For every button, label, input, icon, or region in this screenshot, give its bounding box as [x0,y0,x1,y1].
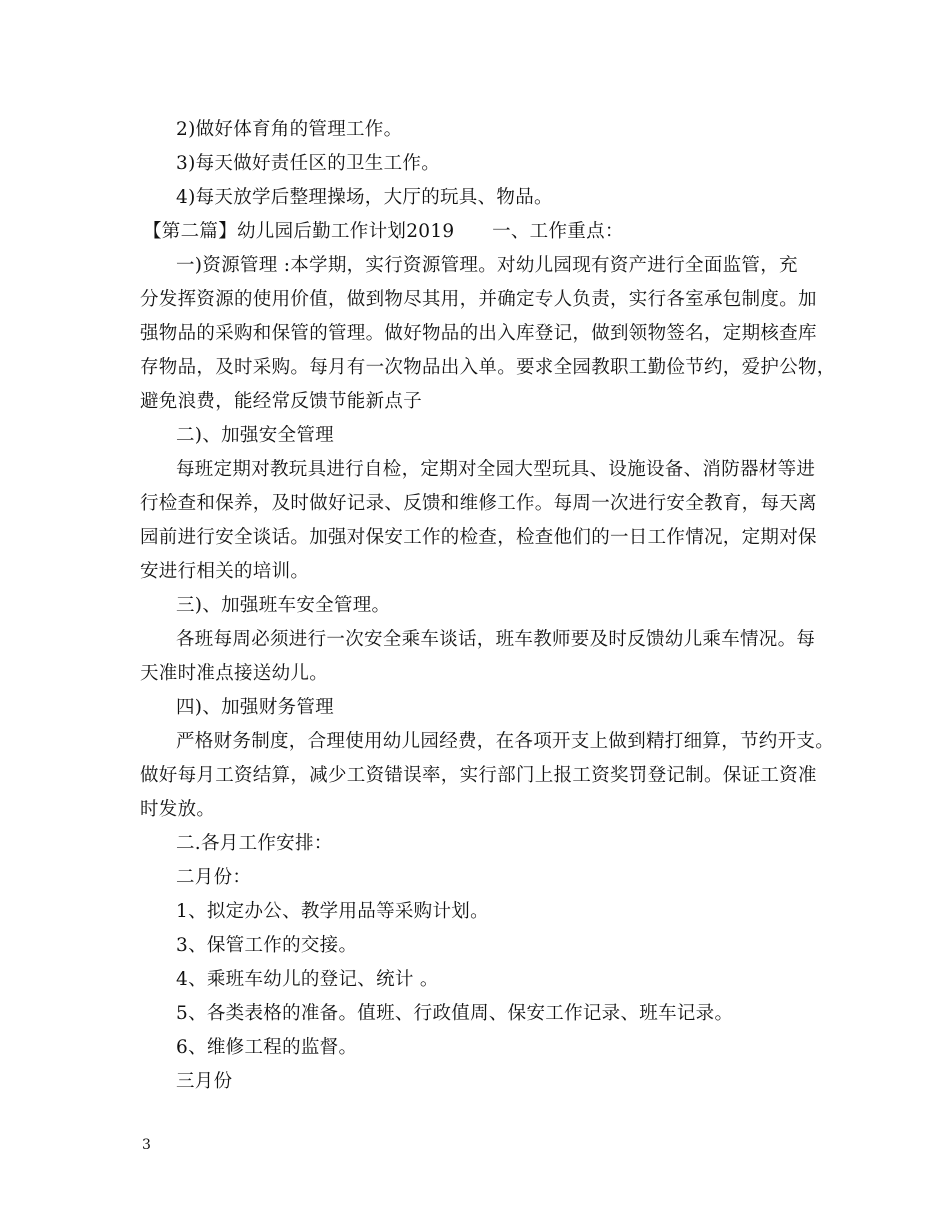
paragraph-line: 分发挥资源的使用价值，做到物尽其用，并确定专人负责，实行各室承包制度。加 [140,289,817,310]
subheading: 四)、加强财务管理 [176,697,334,718]
paragraph-line: 行检查和保养，及时做好记录、反馈和维修工作。每周一次进行安全教育，每天离 [140,493,817,514]
list-item: 1、拟定办公、教学用品等采购计划。 [176,901,489,922]
paragraph-line: 天准时准点接送幼儿。 [140,663,329,684]
paragraph-line: 强物品的采购和保管的管理。做好物品的出入库登记，做到领物签名，定期核查库 [140,323,817,344]
paragraph-line: 4)每天放学后整理操场，大厅的玩具、物品。 [176,187,553,208]
list-item: 4、乘班车幼儿的登记、统计 。 [176,969,439,990]
list-item: 3、保管工作的交接。 [176,935,358,956]
paragraph-line: 各班每周必须进行一次安全乘车谈话，班车教师要及时反馈幼儿乘车情况。每 [176,629,816,650]
paragraph-line: 3)每天做好责任区的卫生工作。 [176,153,440,174]
paragraph-line: 一)资源管理 :本学期，实行资源管理。对幼儿园现有资产进行全面监管，充 [176,255,798,276]
subheading: 二.各月工作安排： [176,833,333,854]
paragraph-line: 做好每月工资结算，减少工资错误率，实行部门上报工资奖罚登记制。保证工资准 [140,765,817,786]
paragraph-line: 避免浪费，能经常反馈节能新点子 [140,391,423,412]
paragraph-line: 2)做好体育角的管理工作。 [176,119,403,140]
paragraph-line: 严格财务制度，合理使用幼儿园经费，在各项开支上做到精打细算，节约开支。 [176,731,835,752]
month-heading: 二月份： [176,867,252,888]
page-number: 3 [142,1137,151,1153]
paragraph-line: 园前进行安全谈话。加强对保安工作的检查，检查他们的一日工作情况，定期对保 [140,527,817,548]
paragraph-line: 每班定期对教玩具进行自检，定期对全园大型玩具、设施设备、消防器材等进 [176,459,816,480]
list-item: 5、各类表格的准备。值班、行政值周、保安工作记录、班车记录。 [176,1003,734,1024]
paragraph-line: 时发放。 [140,799,216,820]
paragraph-line: 存物品，及时采购。每月有一次物品出入单。要求全园教职工勤俭节约，爱护公物， [140,357,836,378]
list-item: 6、维修工程的监督。 [176,1037,358,1058]
subheading: 二)、加强安全管理 [176,425,334,446]
subheading: 三)、加强班车安全管理。 [176,595,391,616]
month-heading: 三月份 [176,1071,233,1092]
section-heading: 【第二篇】幼儿园后勤工作计划2019 一、工作重点： [143,221,624,242]
paragraph-line: 安进行相关的培训。 [140,561,310,582]
